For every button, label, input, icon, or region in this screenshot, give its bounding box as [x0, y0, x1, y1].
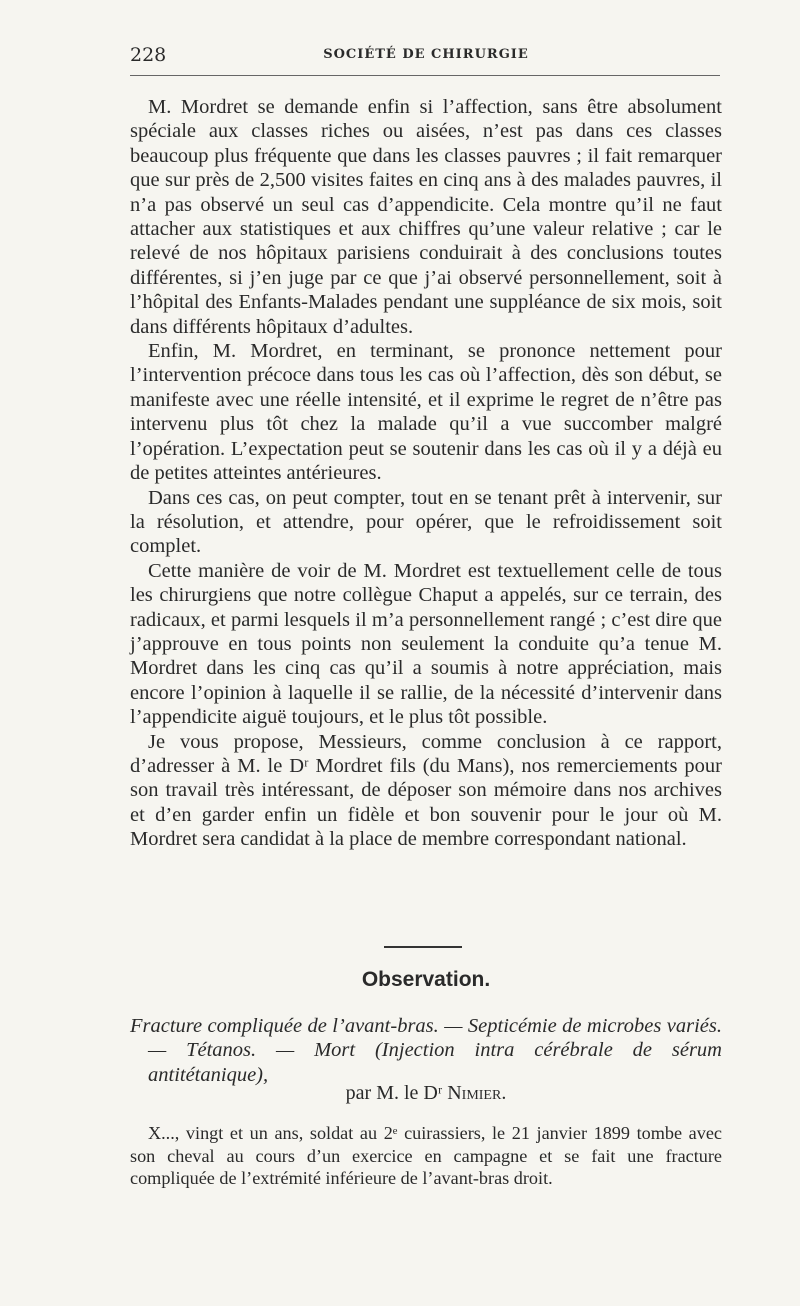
body-text [130, 95, 722, 852]
paragraph: Dans ces cas, on peut compter, tout en se tenant prêt à intervenir, sur la résolution, et attendre, pour opérer, que le refroidissement soit complet. [130, 486, 722, 558]
paragraph: Je vous propose, Messieurs, comme conclusion à ce rapport, d’adresser à M. le Dʳ Mordret fils (du Mans), nos remerciements pour son travail très intéressant, de déposer son mémoire dans nos archives et d’en garder enfin un fidèle et bon souvenir pour le jour où M. Mordret sera candidat à la place de membre correspondant national. [130, 730, 722, 851]
observation-author [130, 1082, 722, 1105]
header-rule [130, 75, 720, 76]
paragraph: Cette manière de voir de M. Mordret est textuellement celle de tous les chirurgiens que notre collègue Chaput a appelés, sur ce terrain, des radicaux, et parmi lesquels il m’a personnellement rangé ; c’est dire que j’approuve en tous points non seulement la conduite qu’a tenue M. Mordret dans les cinq cas qu’il a soumis à notre appréciation, mais encore l’opinion à laquelle il se rallie, de la nécessité d’intervenir dans l’appendicite aiguë toujours, et le plus tôt possible. [130, 559, 722, 729]
running-title: SOCIÉTÉ DE CHIRURGIE [323, 47, 529, 62]
observation-heading: Observation. [361, 968, 491, 991]
page-number: 228 [130, 44, 167, 66]
observation-title: Fracture compliquée de l’avant-bras. — Septicémie de microbes variés. — Tétanos. — Mort (Injection intra cérébrale de sérum antitétanique), [130, 1015, 722, 1086]
paragraph: Enfin, M. Mordret, en terminant, se prononce nettement pour l’intervention précoce dans tous les cas où l’affection, dès son début, se manifeste avec une réelle intensité, et il exprime le regret de n’être pas intervenu plus tôt chez la malade qu’il a vue succomber malgré l’opération. L’expectation peut se soutenir dans les cas où il y a déjà eu de petites atteintes antérieures. [130, 340, 722, 485]
section-separator [384, 946, 462, 948]
page-header [130, 44, 722, 68]
observation-text: X..., vingt et un ans, soldat au 2ᵉ cuirassiers, le 21 janvier 1899 tombe avec son cheval au cours d’un exercice en campagne et se fait une fracture compliquée de l’extrémité inférieure de l’avant-bras droit. [130, 1123, 722, 1188]
paragraph: M. Mordret se demande enfin si l’affection, sans être absolument spéciale aux classes riches ou aisées, n’est pas dans ces classes beaucoup plus fréquente que dans les classes pauvres ; il fait remarquer que sur près de 2,500 visites faites en cinq ans à des malades pauvres, il n’a pas observé un seul cas d’appendicite. Cela montre qu’il ne faut attacher aux statistiques et aux chiffres qu’une valeur relative ; car le relevé de nos hôpitaux parisiens conduirait à des conclusions toutes différentes, si j’en juge par ce que j’ai observé personnellement, soit à l’hôpital des Enfants-Malades pendant une suppléance de six mois, soit dans différents hôpitaux d’adultes. [130, 96, 722, 338]
author-name: Nimier. [447, 1082, 507, 1104]
author-prefix: par M. le Dʳ [345, 1082, 443, 1104]
